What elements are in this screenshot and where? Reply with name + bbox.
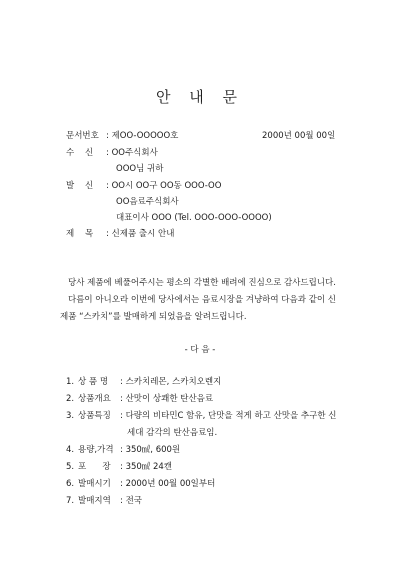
item-3-label: 상품특징: [78, 411, 111, 421]
item-4-value: : 350㎖, 600원: [120, 445, 181, 455]
item-3-number: 3.: [66, 411, 75, 421]
item-5-value: : 350㎖ 24캔: [120, 462, 173, 472]
item-7-number: 7.: [66, 496, 75, 506]
sender-label: 발 신: [66, 181, 94, 191]
subject-label: 제 목: [66, 229, 94, 239]
sender-address: : OO시 OO구 OO동 OOO-OO: [106, 181, 222, 191]
item-2-label: 상품개요: [78, 394, 111, 404]
item-7-value: : 전국: [120, 496, 142, 506]
item-7-label: 발매지역: [78, 496, 111, 506]
item-5-number: 5.: [66, 462, 75, 472]
sender-company: OO음료주식회사: [116, 197, 179, 207]
section-title: - 다 음 -: [184, 345, 216, 355]
item-6-value: : 2000년 00월 00일부터: [120, 479, 216, 489]
body-line-1: 당사 제품에 베풀어주시는 평소의 각별한 배려에 진심으로 감사드립니다.: [68, 278, 336, 288]
document-date: 2000년 00월 00일: [262, 131, 336, 141]
item-2-number: 2.: [66, 394, 75, 404]
item-6-number: 6.: [66, 479, 75, 489]
item-4-label: 용량,가격: [78, 445, 114, 455]
item-3-value: : 다량의 비타민C 함유, 단맛을 적게 하고 산맛을 추구한 신: [120, 411, 337, 421]
body-line-2: 다름이 아니오라 이번에 당사에서는 음료시장을 겨냥하여 다음과 같이 신: [68, 295, 336, 305]
recipient-label: 수 신: [66, 148, 94, 158]
item-2-value: : 산맛이 상쾌한 탄산음료: [120, 394, 214, 404]
item-5-label: 포 장: [78, 462, 111, 472]
document-title: 안 내 문: [155, 88, 244, 106]
body-line-3: 제품 “스카치”를 발매하게 되었음을 알려드립니다.: [60, 312, 247, 322]
recipient-person: OOO님 귀하: [116, 164, 164, 174]
item-4-number: 4.: [66, 445, 75, 455]
sender-ceo: 대표이사 OOO (Tel. OOO-OOO-OOOO): [116, 213, 272, 223]
item-6-label: 발매시기: [78, 479, 111, 489]
item-3-continuation: 세대 감각의 탄산음료임.: [127, 428, 218, 438]
item-1-value: : 스카치레몬, 스카치오렌지: [120, 377, 222, 387]
doc-number-label: 문서번호: [66, 131, 99, 141]
item-1-label: 상 품 명: [78, 377, 109, 387]
recipient-value: : OO주식회사: [106, 148, 158, 158]
item-1-number: 1.: [66, 377, 75, 387]
subject-value: : 신제품 출시 안내: [106, 229, 175, 239]
doc-number-value: : 제OO-OOOOO호: [106, 131, 179, 141]
